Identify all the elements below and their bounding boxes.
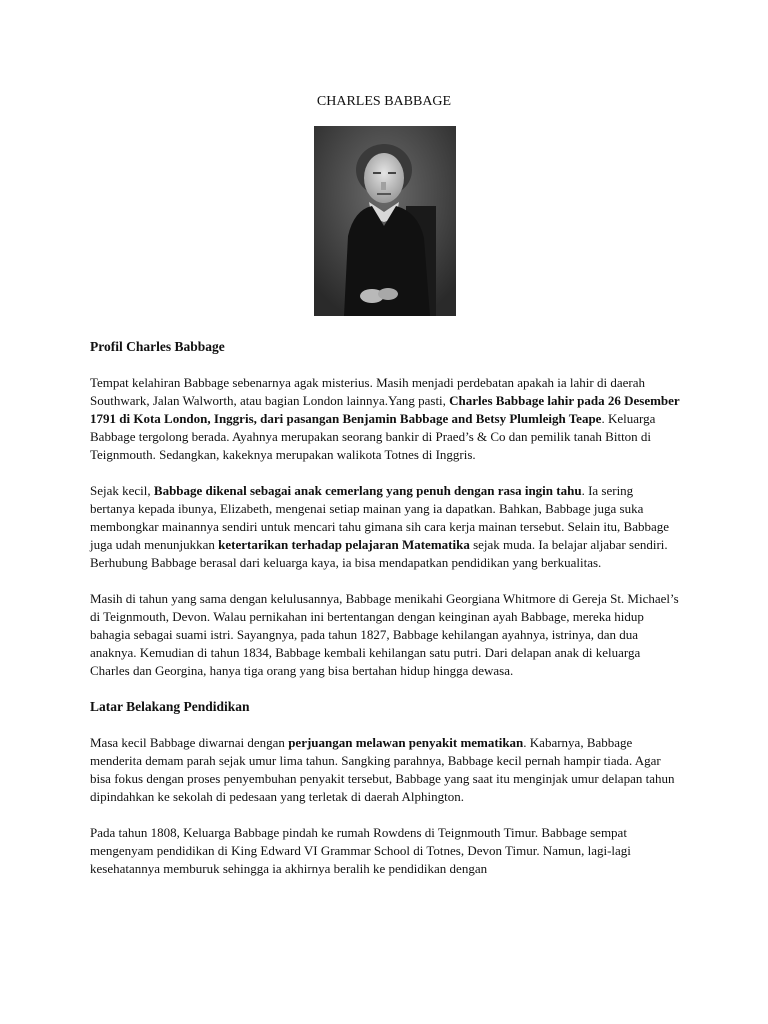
- text-run: . Ia sering bertanya kepada ibunya, Elizabeth, mengenai setiap mainan yang ia dapatkan. Bahkan, Babbage juga suka membongkar mainannya sendiri untuk mencari tahu gimana sih cara kerja mainan tersebut. Selain itu, Babbage juga udah menunjukkan: [90, 483, 670, 552]
- bold-text: perjuangan melawan penyakit mematikan: [288, 735, 524, 750]
- paragraph: [90, 374, 680, 464]
- bold-text: Charles Babbage lahir pada 26 Desember 1791 di Kota London, Inggris, dari pasangan Benjamin Babbage and Betsy Plumleigh Teape: [90, 393, 680, 426]
- section-heading: Latar Belakang Pendidikan: [90, 699, 250, 714]
- paragraph: [90, 590, 680, 680]
- paragraph: [90, 824, 680, 878]
- bold-text: Babbage dikenal sebagai anak cemerlang yang penuh dengan rasa ingin tahu: [153, 483, 582, 498]
- paragraph: [90, 734, 680, 806]
- text-run: Pada tahun 1808, Keluarga Babbage pindah ke rumah Rowdens di Teignmouth Timur. Babbage sempat mengenyam pendidikan di King Edward VI Grammar School di Totnes, Devon Timur. Namun, lagi-lagi kesehatannya memburuk sehingga ia akhirnya beralih ke pendidikan dengan: [90, 825, 631, 876]
- section-heading: Profil Charles Babbage: [90, 339, 225, 354]
- text-run: sejak muda. Ia belajar aljabar sendiri. Berhubung Babbage berasal dari keluarga kaya, ia bisa mendapatkan pendidikan yang berkualitas.: [90, 537, 668, 570]
- portrait-photo: [314, 126, 456, 316]
- bold-text: ketertarikan terhadap pelajaran Matematika: [218, 537, 470, 552]
- text-run: Sejak kecil,: [90, 483, 154, 498]
- text-run: Masih di tahun yang sama dengan kelulusannya, Babbage menikahi Georgiana Whitmore di Gereja St. Michael’s di Teignmouth, Devon. Walau pernikahan ini bertentangan dengan keinginan ayah Babbage, mereka hidup bahagia sebagai suami istri. Sayangnya, pada tahun 1827, Babbage kehilangan ayahnya, istrinya, dan dua anaknya. Kemudian di tahun 1834, Babbage kembali kehilangan satu putri. Dari delapan anak di keluarga Charles dan Georgina, hanya tiga orang yang bisa bertahan hidup hingga dewasa.: [90, 591, 679, 678]
- page-title: CHARLES BABBAGE: [316, 94, 452, 109]
- document-body: [90, 338, 680, 896]
- text-run: . Keluarga Babbage tergolong berada. Ayahnya merupakan seorang bankir di Praed’s & Co dan pemilik tanah Bitton di Teignmouth. Sedangkan, kakeknya merupakan walikota Totnes di Inggris.: [90, 411, 656, 462]
- text-run: Tempat kelahiran Babbage sebenarnya agak misterius. Masih menjadi perdebatan apakah ia lahir di daerah Southwark, Jalan Walworth, atau bagian London lainnya.Yang pasti,: [90, 375, 645, 408]
- text-run: Masa kecil Babbage diwarnai dengan: [90, 735, 289, 750]
- paragraph: [90, 482, 680, 572]
- text-run: . Kabarnya, Babbage menderita demam parah sejak umur lima tahun. Sangking parahnya, Babbage kecil pernah hampir tiada. Agar bisa fokus dengan proses penyembuhan penyakit tersebut, Babbage yang saat itu menginjak umur delapan tahun dipindahkan ke sekolah di pedesaan yang terletak di daerah Alphington.: [90, 735, 675, 804]
